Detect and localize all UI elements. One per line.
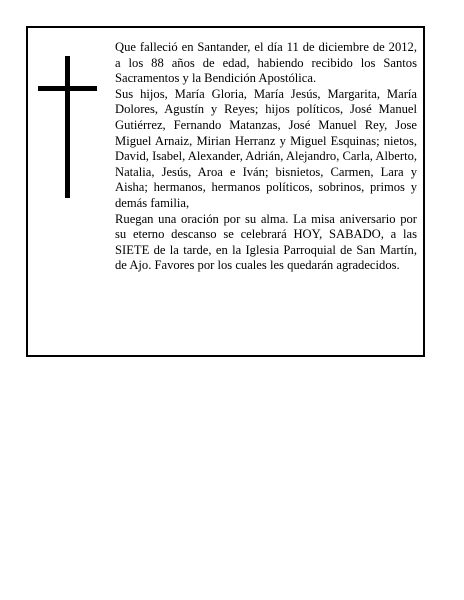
cross-horizontal-bar xyxy=(38,86,97,91)
cross-icon xyxy=(38,56,98,198)
notice-text xyxy=(115,40,417,274)
notice-paragraph-family: Sus hijos, María Gloria, María Jesús, Margarita, María Dolores, Agustín y Reyes; hijos políticos, José Manuel Gutiérrez, Fernando Matanzas, José Manuel Rey, Jose Miguel Arnaiz, Mirian Herranz y Miguel Esquinas; nietos, David, Isabel, Alexander, Adrián, Alejandro, Carla, Alberto, Natalia, Jesús, Aroa e Iván; bisnietos, Carmen, Lara y Aisha; hermanos, hermanos políticos, sobrinos, primos y demás familia, xyxy=(115,86,418,210)
cross-vertical-bar xyxy=(65,56,70,198)
notice-paragraph-death: Que falleció en Santander, el día 11 de diciembre de 2012, a los 88 años de edad, habiendo recibido los Santos Sacramentos y la Bendición Apostólica. xyxy=(115,40,417,86)
notice-paragraph-mass: Ruegan una oración por su alma. La misa aniversario por su eterno descanso se celebrará HOY, SABADO, a las SIETE de la tarde, en la Iglesia Parroquial de San Martín, de Ajo. Favores por los cuales les quedarán agradecidos. xyxy=(115,211,417,273)
obituary-notice xyxy=(26,26,425,357)
